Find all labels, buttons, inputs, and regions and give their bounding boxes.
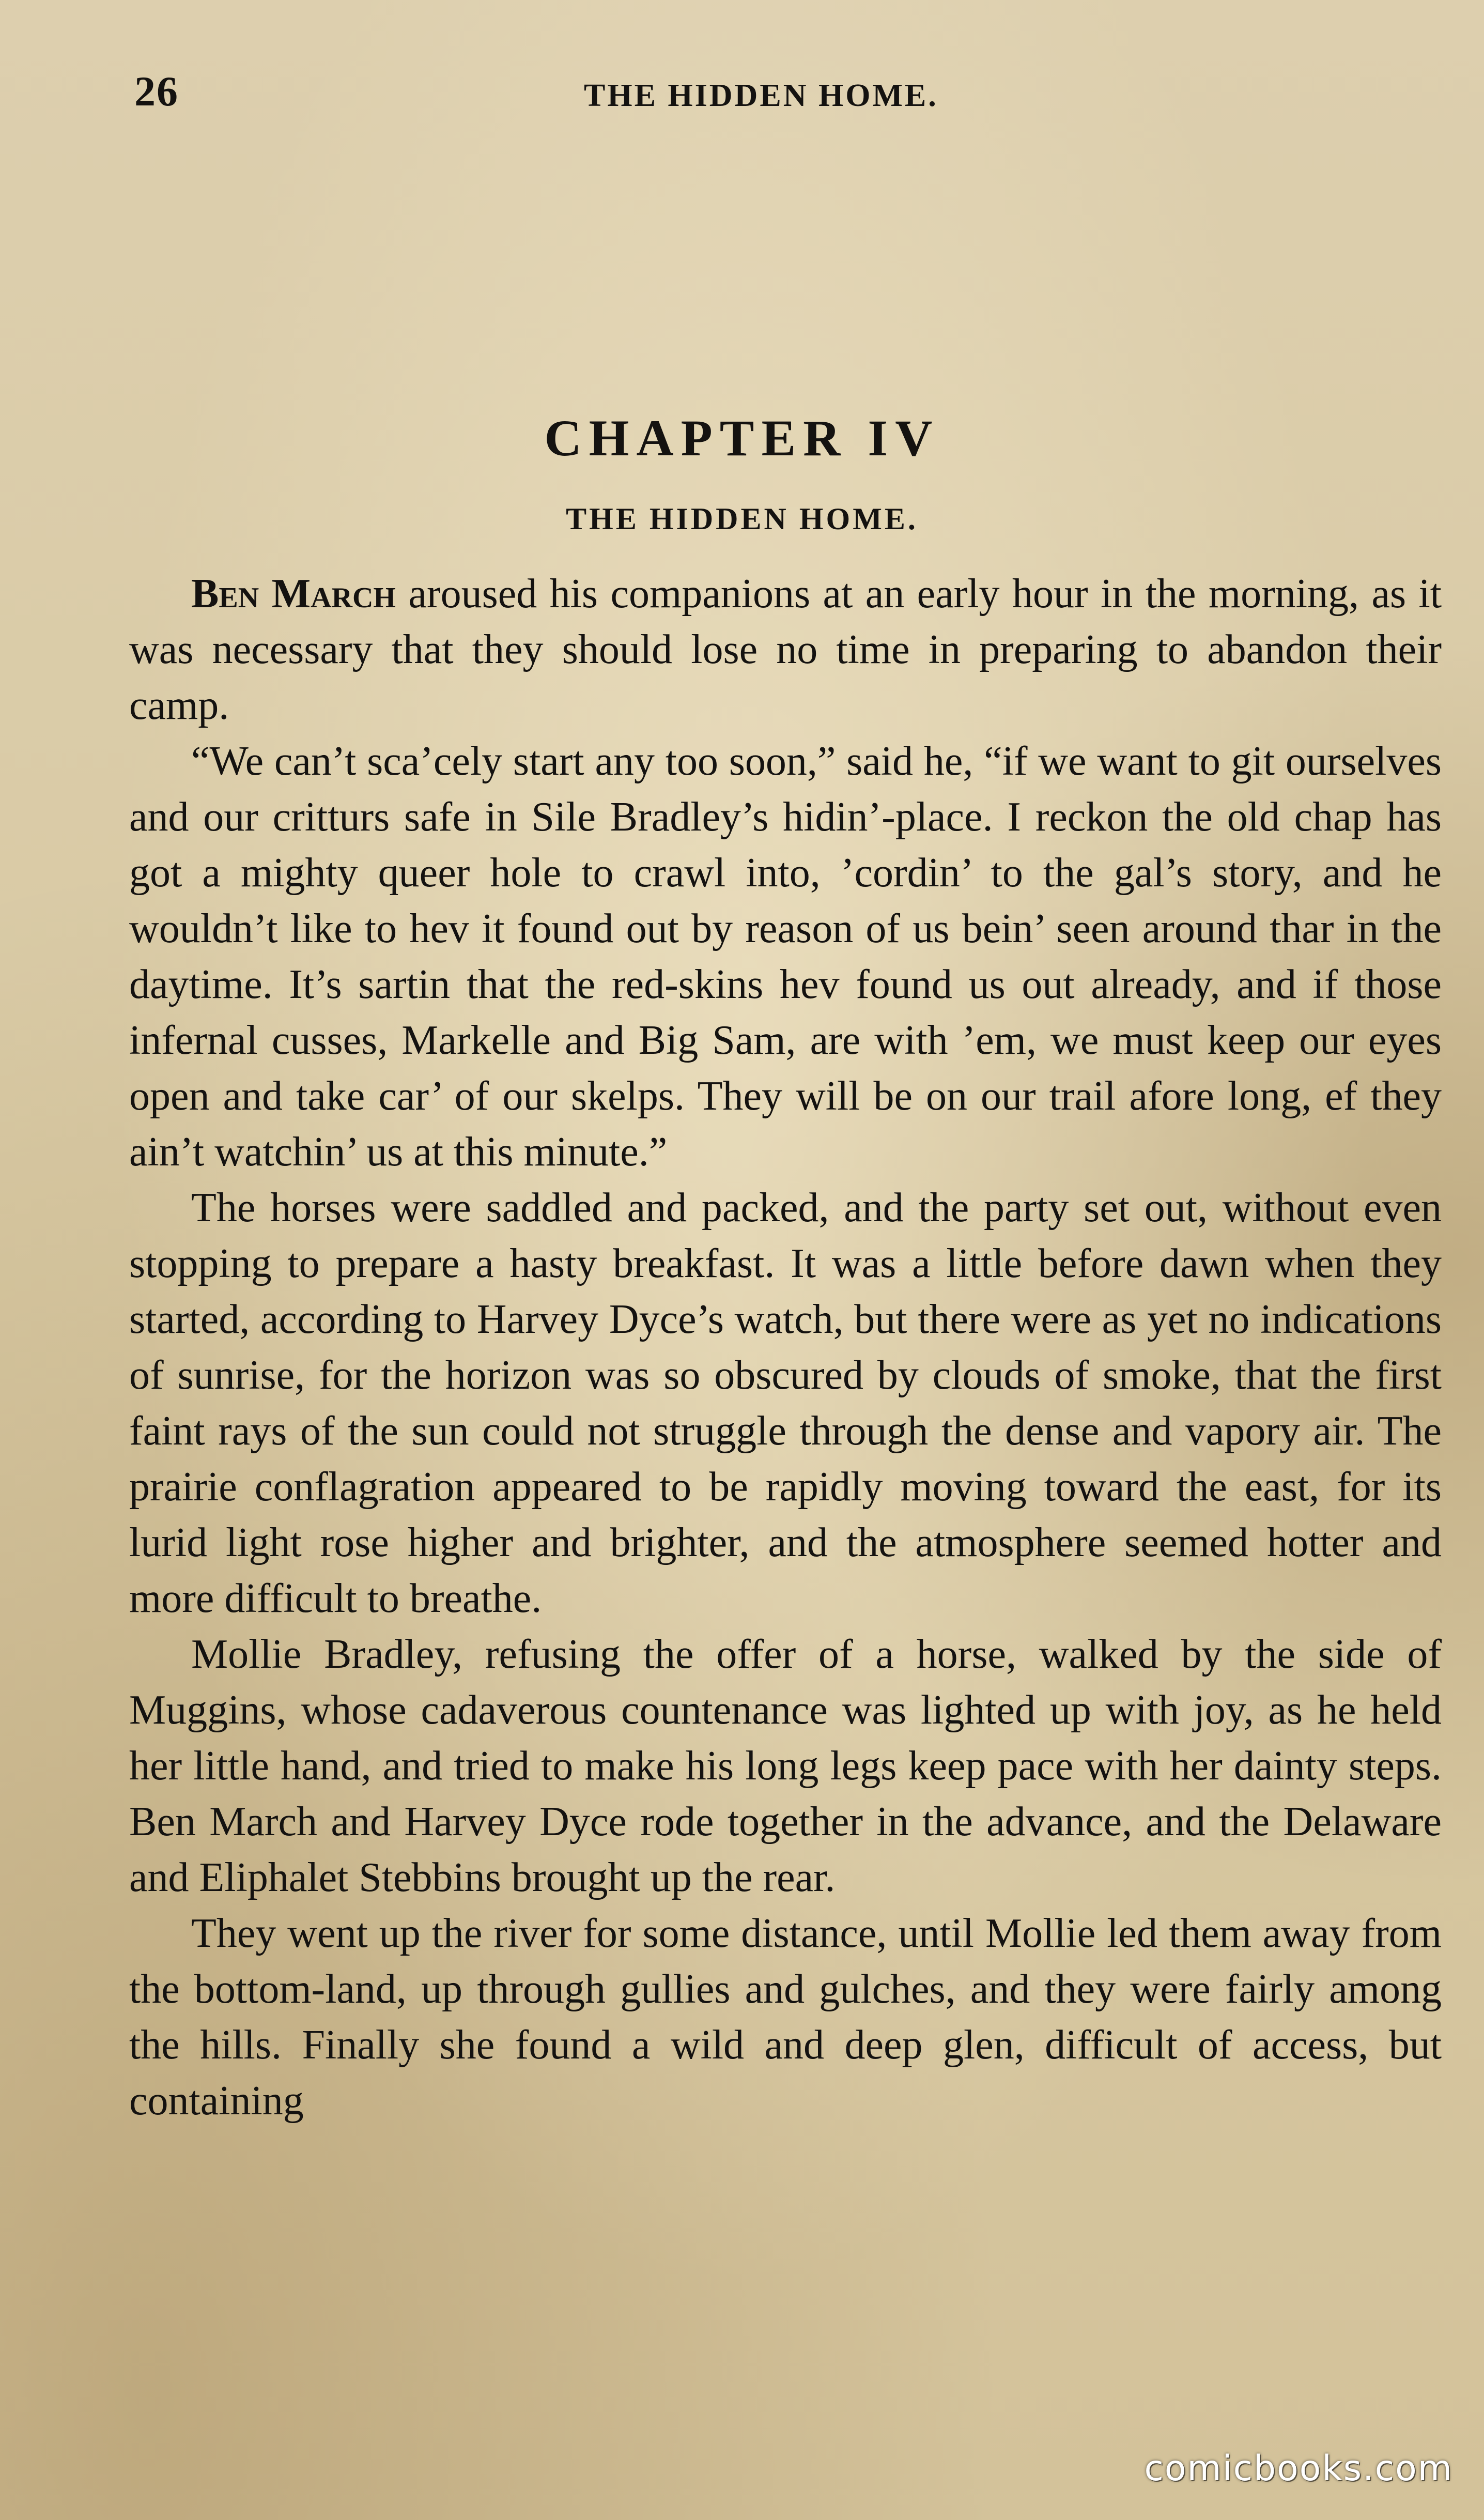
- paragraph: [129, 1626, 1442, 1906]
- paragraph: [129, 733, 1442, 1180]
- paragraph-text: “We can’t sca’cely start any too soon,” said he, “if we want to git ourselves and our critturs safe in Sile Bradley’s hidin’-place. I reckon the old chap has got a mighty queer hole to crawl into, ’cordin’ to the gal’s story, and he wouldn’t like to hev it found out by reason of us bein’ seen around thar in the daytime. It’s sartin that the red-skins hev found us out already, and if those infernal cusses, Markelle and Big Sam, are with ’em, we must keep our eyes open and take car’ of our skelps. They will be on our trail afore long, ef they ain’t watchin’ us at this minute.”: [129, 739, 1442, 1175]
- running-title: THE HIDDEN HOME.: [584, 78, 938, 113]
- paragraph: [129, 1906, 1442, 2129]
- paragraph-text: Mollie Bradley, refusing the offer of a horse, walked by the side of Muggins, whose cadaverous countenance was lighted up with joy, as he held her little hand, and tried to make his long legs keep pace with her dainty steps. Ben March and Harvey Dyce rode together in the advance, and the Delaware and Eliphalet Stebbins brought up the rear.: [129, 1632, 1442, 1900]
- running-head: [134, 67, 1457, 119]
- paragraph-text: aroused his companions at an early hour in the morning, as it was necessary that they should lose no time in preparing to abandon their camp.: [129, 571, 1442, 728]
- chapter-title: THE HIDDEN HOME.: [566, 502, 918, 536]
- paragraph-text: The horses were saddled and packed, and the party set out, without even stopping to prepare a hasty breakfast. It was a little before dawn when they started, according to Harvey Dyce’s watch, but there were as yet no indications of sunrise, for the horizon was so obscured by clouds of smoke, that the first faint rays of the sun could not struggle through the dense and vapory air. The prairie conflagration appeared to be rapidly moving toward the east, for its lurid light rose higher and brighter, and the atmosphere seemed hotter and more difficult to breathe.: [129, 1185, 1442, 1621]
- watermark: comicbooks.com: [1144, 2448, 1453, 2489]
- paragraph: [129, 1180, 1442, 1626]
- page-number: 26: [134, 68, 179, 115]
- body-text: [129, 566, 1442, 2129]
- paragraph: [129, 566, 1442, 733]
- paragraph-text: They went up the river for some distance, until Mollie led them away from the bottom-land, up through gullies and gulches, and they were fairly among the hills. Finally she found a wild and deep glen, difficult of access, but containing: [129, 1911, 1442, 2124]
- chapter-number: CHAPTER IV: [544, 409, 940, 467]
- paragraph-lead: Ben March: [191, 571, 396, 617]
